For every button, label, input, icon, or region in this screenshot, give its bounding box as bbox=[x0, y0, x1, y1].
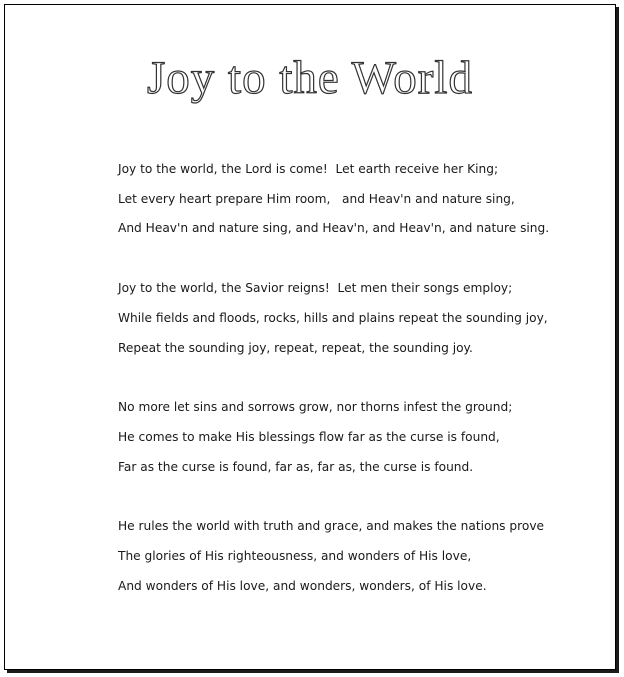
stanza-4 bbox=[118, 512, 598, 601]
document-page bbox=[4, 4, 616, 670]
stanza-1 bbox=[118, 155, 598, 244]
lyric-line: The glories of His righteousness, and wonders of His love, bbox=[118, 549, 472, 564]
lyric-line: And wonders of His love, and wonders, wonders, of His love. bbox=[118, 578, 487, 593]
stanza-3 bbox=[118, 393, 598, 482]
lyric-line: Far as the curse is found, far as, far as, the curse is found. bbox=[118, 459, 474, 474]
lyric-line: He comes to make His blessings flow far as the curse is found, bbox=[118, 429, 500, 444]
lyrics bbox=[118, 155, 598, 631]
lyric-line: While fields and floods, rocks, hills and plains repeat the sounding joy, bbox=[118, 310, 548, 325]
lyric-line: He rules the world with truth and grace, and makes the nations prove bbox=[118, 519, 545, 534]
lyric-line: And Heav'n and nature sing, and Heav'n, and Heav'n, and nature sing. bbox=[118, 221, 550, 236]
song-title: Joy to the World bbox=[147, 52, 473, 104]
lyric-line: Repeat the sounding joy, repeat, repeat, the sounding joy. bbox=[118, 340, 473, 355]
lyric-line: Joy to the world, the Lord is come! Let earth receive her King; bbox=[118, 162, 499, 176]
stanza-2 bbox=[118, 274, 598, 363]
lyric-line: No more let sins and sorrows grow, nor thorns infest the ground; bbox=[118, 400, 513, 415]
lyric-line: Joy to the world, the Savior reigns! Let men their songs employ; bbox=[118, 281, 513, 296]
lyric-line: Let every heart prepare Him room, and Heav'n and nature sing, bbox=[118, 191, 515, 206]
